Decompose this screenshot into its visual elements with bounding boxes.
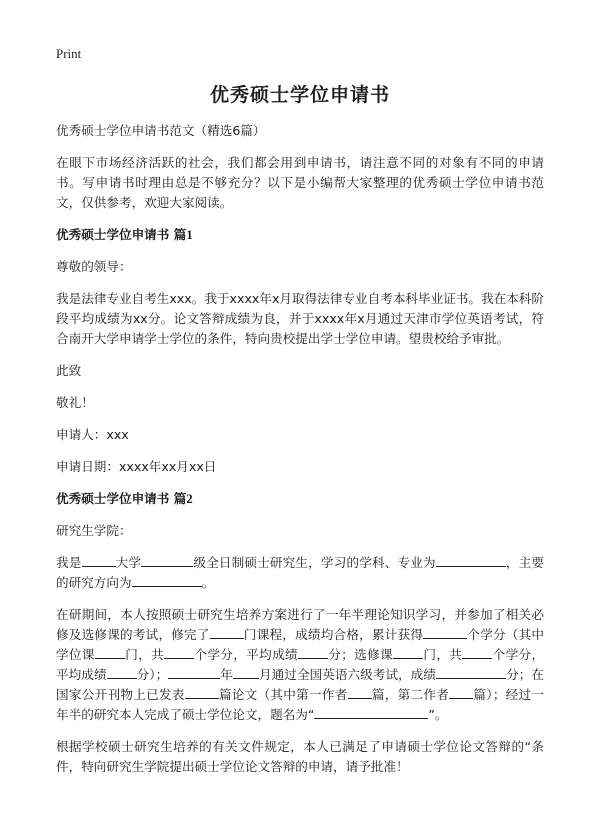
text-run: 在研期间，本人按照硕士研究生培养方案进行了一年半理论知识学习，并参加了相关必修及选修课的考试，修完了 [56,607,544,642]
print-label[interactable]: Print [56,46,82,61]
section-1-heading-text: 优秀硕士学位申请书 篇 [56,227,187,242]
text-run: 篇论文（其中第一作者 [218,687,348,702]
fill-blank [423,625,467,639]
text-run: 级全日制硕士研究生，学习的学科、专业为 [193,555,436,570]
fill-blank [168,665,220,679]
section-2-paragraph-3: 根据学校硕士研究生培养的有关文件规定，本人已满足了申请硕士学位论文答辩的“条件，特向研究生学院提出硕士学位论文答辩的申请，请予批准！ [56,739,544,774]
text-run: 门，共 [124,647,165,662]
fill-blank [436,665,506,679]
fill-blank [95,645,125,659]
section-1-heading-number: 1 [186,228,193,242]
text-run: 个学分，平均成绩 [56,647,545,682]
section-1-applicant: 申请人：xxx [56,427,129,442]
section-1-closing-2: 敬礼！ [56,395,94,410]
text-run: 。 [201,575,215,590]
document-body [56,121,544,787]
fill-blank [132,573,202,587]
fill-blank [210,625,244,639]
section-2-heading-text: 优秀硕士学位申请书 篇 [56,491,187,506]
fill-blank [462,645,492,659]
text-run: ”。 [428,707,448,722]
text-run: 分；在国家公开刊物上已发表 [56,667,545,702]
section-2-heading [56,489,544,509]
text-run: 个学分，平均成绩 [194,647,298,662]
fill-blank [314,705,428,719]
text-run: 分；选修课 [327,647,394,662]
text-run: 年 [220,667,233,682]
fill-blank [141,553,193,567]
fill-blank [82,553,116,567]
section-2-heading-number: 2 [186,492,193,506]
page-title: 优秀硕士学位申请书 [209,84,390,106]
document-subtitle: 优秀硕士学位申请书范文（精选6篇） [56,123,266,138]
section-1-date: 申请日期：xxxx年xx月xx日 [56,459,217,474]
fill-blank [107,665,137,679]
fill-blank [298,645,328,659]
section-2-paragraph-1 [56,553,544,593]
text-run: 个学分（其中学位课 [56,627,545,662]
fill-blank [393,645,423,659]
section-2-salutation: 研究生学院： [56,523,132,538]
section-1-body: 我是法律专业自考生xxx。我于xxxx年x月取得法律专业自考本科毕业证书。我在本科阶段平均成绩为xx分。论文答辩成绩为良，并于xxxx年x月通过天津市学位英语考试，符合南开大学申请学士学位的条件，特向贵校提出学士学位申请。望贵校给予审批。 [56,291,544,346]
section-2-paragraph-2 [56,605,544,725]
section-1-heading [56,225,544,245]
text-run: 门课程，成绩均合格，累计获得 [243,627,424,642]
fill-blank [164,645,194,659]
fill-blank [436,553,506,567]
section-1-salutation: 尊敬的领导： [56,259,132,274]
text-run: 大学 [115,555,142,570]
text-run: 分）； [136,667,169,682]
text-run: 篇，第二作者 [371,687,450,702]
intro-paragraph: 在眼下市场经济活跃的社会，我们都会用到申请书，请注意不同的对象有不同的申请书。写申请书时理由总是不够充分？以下是小编帮大家整理的优秀硕士学位申请书范文，仅供参考，欢迎大家阅读。 [56,155,544,210]
fill-blank [185,685,219,699]
fill-blank [348,685,372,699]
text-run: ，主要的研究方向为 [56,555,545,590]
fill-blank [233,665,259,679]
text-run: 门，共 [423,647,463,662]
text-run: 我是 [56,555,82,570]
text-run: 篇）；经过一年半的研究本人完成了硕士学位论文，题名为“ [56,687,545,722]
fill-blank [449,685,473,699]
text-run: 月通过全国英语六级考试，成绩 [258,667,437,682]
section-1-closing-1: 此致 [56,363,82,378]
